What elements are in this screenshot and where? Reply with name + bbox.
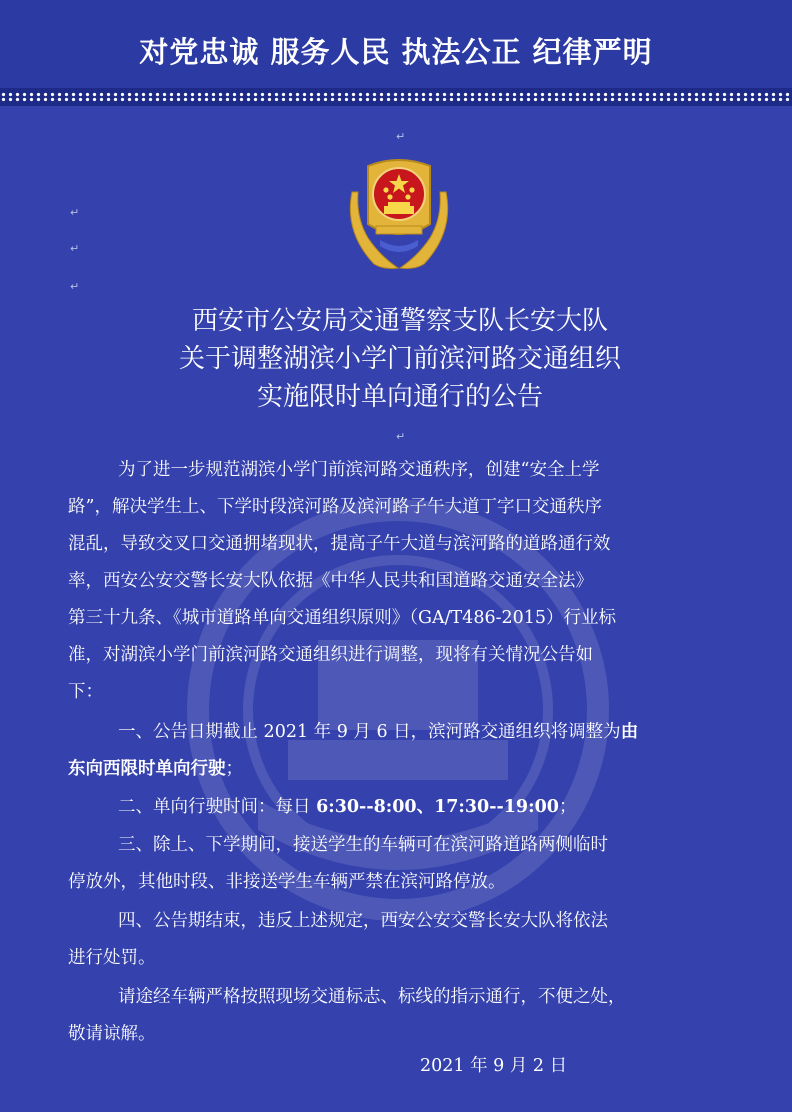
item-2-text: 二、单向行驶时间：每日 bbox=[118, 797, 317, 817]
item-4-line-2: 进行处罚。 bbox=[68, 948, 156, 968]
intro-line: 为了进一步规范湖滨小学门前滨河路交通秩序，创建“安全上学 bbox=[118, 460, 600, 480]
notice-date: 2021 年 9 月 2 日 bbox=[420, 1056, 568, 1076]
item-1-line-1 bbox=[68, 714, 718, 751]
item-1-text: 一、公告日期截止 2021 年 9 月 6 日，滨河路交通组织将调整为 bbox=[118, 722, 621, 742]
notice-title-line-1: 西安市公安局交通警察支队长安大队 bbox=[191, 306, 608, 336]
closing-line-1: 请途经车辆严格按照现场交通标志、标线的指示通行，不便之处， bbox=[118, 987, 626, 1007]
police-emblem-icon bbox=[340, 152, 458, 274]
item-1-direction-start: 由 bbox=[620, 722, 639, 742]
intro-line: 路”，解决学生上、下学时段滨河路及滨河路子午大道丁字口交通秩序 bbox=[68, 497, 602, 517]
closing-line-2: 敬请谅解。 bbox=[68, 1024, 156, 1044]
intro-line: 率，西安公安交警长安大队依据《中华人民共和国道路交通安全法》 bbox=[68, 571, 593, 591]
notice-title-line-3: 实施限时单向通行的公告 bbox=[256, 382, 543, 412]
paragraph-mark: ↵ bbox=[70, 280, 80, 293]
paragraph-mark: ↵ bbox=[70, 206, 80, 219]
paragraph-mark: ↵ bbox=[396, 430, 406, 443]
intro-line: 准，对湖滨小学门前滨河路交通组织进行调整，现将有关情况公告如 bbox=[68, 645, 593, 665]
item-2 bbox=[68, 789, 718, 826]
slogan-heading: 对党忠诚 服务人民 执法公正 纪律严明 bbox=[139, 35, 653, 69]
paragraph-mark: ↵ bbox=[396, 130, 406, 143]
item-1-direction: 东向西限时单向行驶 bbox=[68, 759, 226, 779]
item-4-line-1: 四、公告期结束，违反上述规定，西安公安交警长安大队将依法 bbox=[118, 911, 608, 931]
item-3-line-1: 三、除上、下学期间，接送学生的车辆可在滨河路道路两侧临时 bbox=[118, 835, 608, 855]
item-1-line-2 bbox=[68, 751, 718, 788]
paragraph-mark: ↵ bbox=[70, 242, 80, 255]
item-3-line-2: 停放外，其他时段、非接送学生车辆严禁在滨河路停放。 bbox=[68, 872, 506, 892]
intro-line: 第三十九条、《城市道路单向交通组织原则》（GA/T486-2015）行业标 bbox=[68, 608, 617, 628]
intro-line: 下： bbox=[68, 682, 103, 702]
notice-title-line-2: 关于调整湖滨小学门前滨河路交通组织 bbox=[178, 344, 621, 374]
intro-line: 混乱，导致交叉口交通拥堵现状，提高子午大道与滨河路的道路通行效 bbox=[68, 534, 611, 554]
item-1-end: ； bbox=[225, 759, 243, 779]
item-2-time: 6:30--8:00、17:30--19:00 bbox=[316, 797, 559, 817]
item-2-end: ； bbox=[558, 797, 577, 817]
header-bar bbox=[0, 0, 792, 88]
dot-pattern-divider bbox=[0, 92, 792, 102]
